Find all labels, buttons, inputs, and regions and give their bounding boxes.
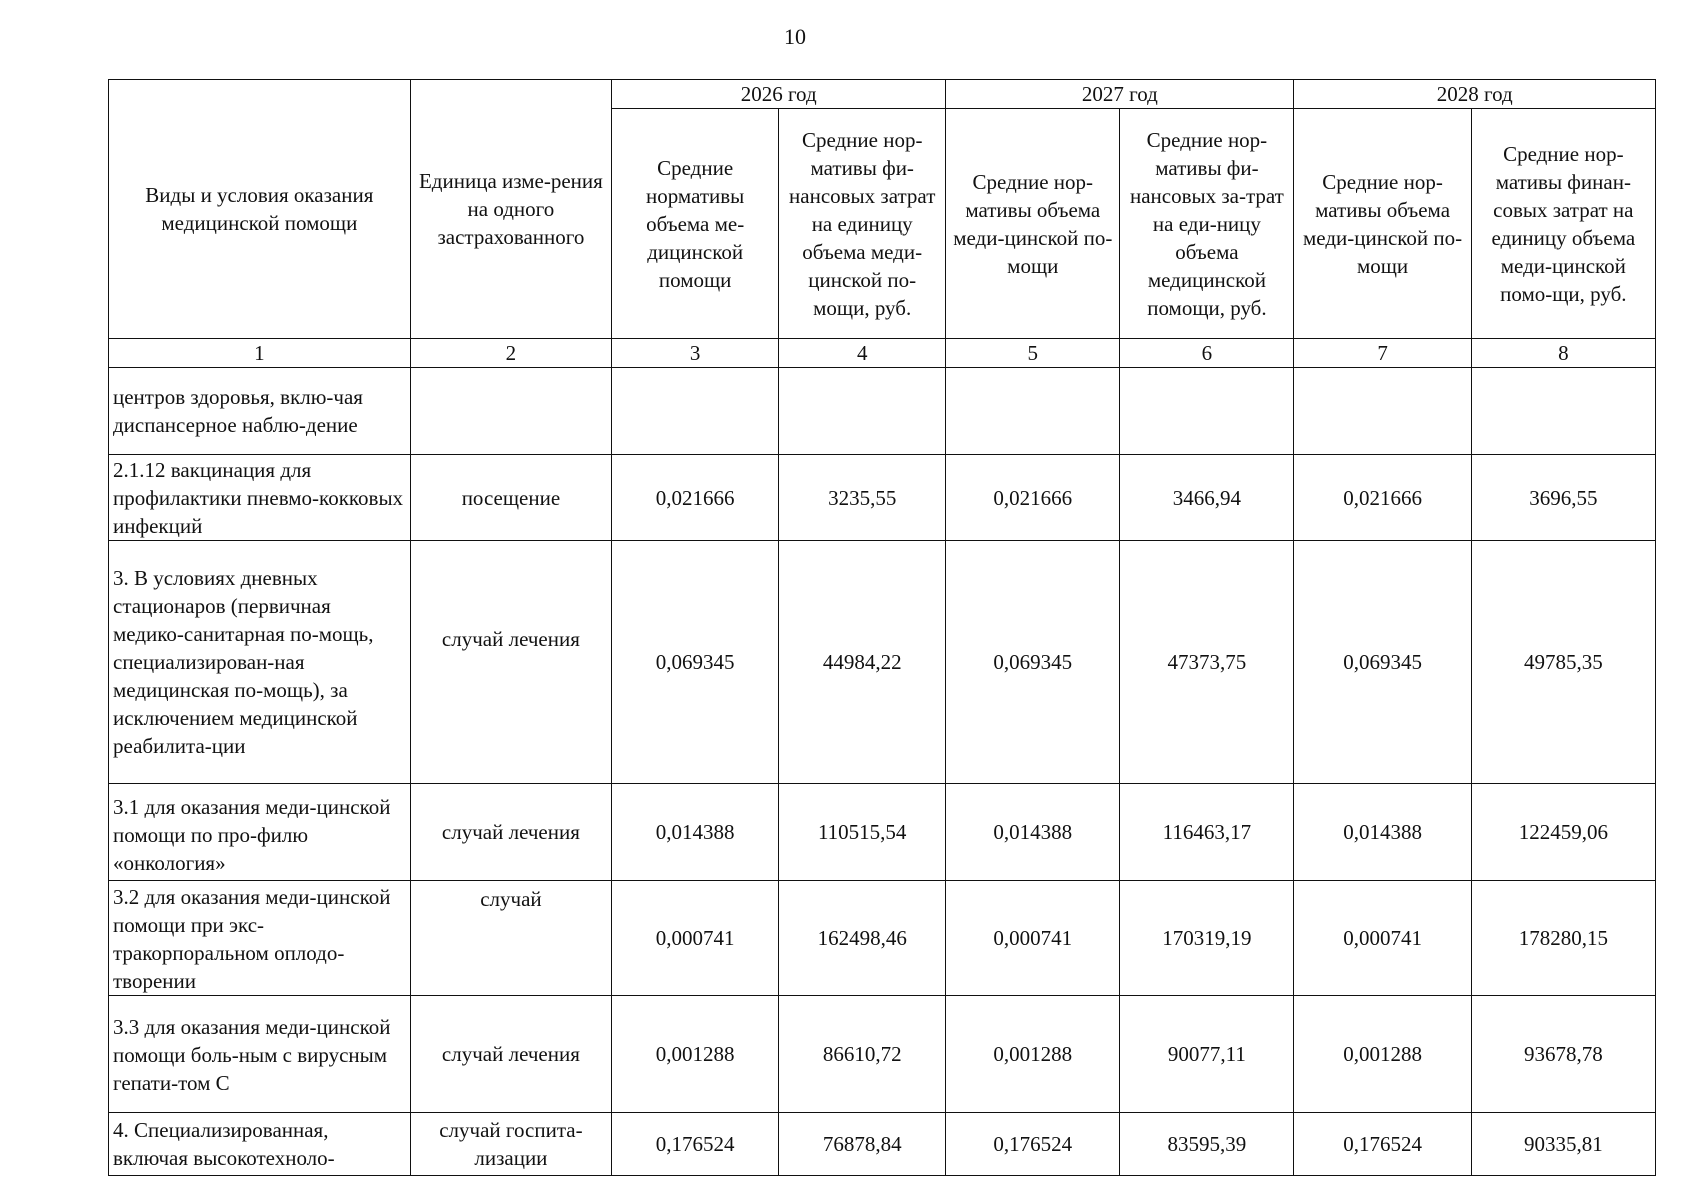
table-row bbox=[109, 455, 1656, 541]
row-unit: случай bbox=[410, 881, 611, 996]
header-year-2027: 2027 год bbox=[946, 80, 1294, 109]
row-value: 44984,22 bbox=[779, 541, 946, 784]
table-row bbox=[109, 541, 1656, 784]
row-value: 90335,81 bbox=[1471, 1113, 1655, 1176]
row-value: 0,021666 bbox=[1294, 455, 1471, 541]
header-cost-2028: Средние нор-мативы финан-совых затрат на единицу объема меди-цинской помо-щи, руб. bbox=[1471, 109, 1655, 339]
row-unit: случай лечения bbox=[410, 541, 611, 784]
row-value: 0,000741 bbox=[612, 881, 779, 996]
norms-table bbox=[108, 79, 1656, 1176]
row-value: 83595,39 bbox=[1120, 1113, 1294, 1176]
row-value: 0,021666 bbox=[612, 455, 779, 541]
row-unit: случай лечения bbox=[410, 996, 611, 1113]
row-value: 0,014388 bbox=[946, 784, 1120, 881]
row-value: 0,000741 bbox=[1294, 881, 1471, 996]
row-value: 49785,35 bbox=[1471, 541, 1655, 784]
row-kind: 3.1 для оказания меди-цинской помощи по про-филю «онкология» bbox=[109, 784, 411, 881]
row-value: 0,014388 bbox=[612, 784, 779, 881]
column-numbers-row bbox=[109, 339, 1656, 368]
header-unit: Единица изме-рения на одного застрахованного bbox=[410, 80, 611, 339]
row-value: 0,176524 bbox=[612, 1113, 779, 1176]
column-number: 5 bbox=[946, 339, 1120, 368]
header-cost-2026: Средние нор-мативы фи-нансовых затрат на единицу объема меди-цинской по-мощи, руб. bbox=[779, 109, 946, 339]
header-year-2026: 2026 год bbox=[612, 80, 946, 109]
row-value: 162498,46 bbox=[779, 881, 946, 996]
row-kind: 4. Специализированная, включая высокотехноло- bbox=[109, 1113, 411, 1176]
row-value: 0,000741 bbox=[946, 881, 1120, 996]
column-number: 6 bbox=[1120, 339, 1294, 368]
row-kind: 3.3 для оказания меди-цинской помощи боль-ным с вирусным гепати-том С bbox=[109, 996, 411, 1113]
table-row bbox=[109, 996, 1656, 1113]
row-value bbox=[612, 368, 779, 455]
row-value bbox=[1120, 368, 1294, 455]
row-value: 0,069345 bbox=[612, 541, 779, 784]
row-value: 0,176524 bbox=[1294, 1113, 1471, 1176]
column-number: 8 bbox=[1471, 339, 1655, 368]
row-value: 93678,78 bbox=[1471, 996, 1655, 1113]
column-number: 1 bbox=[109, 339, 411, 368]
row-value: 0,176524 bbox=[946, 1113, 1120, 1176]
row-value: 178280,15 bbox=[1471, 881, 1655, 996]
table-row bbox=[109, 368, 1656, 455]
page-number: 10 bbox=[784, 24, 806, 49]
row-value: 76878,84 bbox=[779, 1113, 946, 1176]
row-kind: 3. В условиях дневных стационаров (первичная медико-санитарная по-мощь, специализирован-ная медицинская по-мощь), за исключением медицинской реабилита-ции bbox=[109, 541, 411, 784]
row-kind: 3.2 для оказания меди-цинской помощи при экс-тракорпоральном оплодо-творении bbox=[109, 881, 411, 996]
row-value: 3466,94 bbox=[1120, 455, 1294, 541]
row-kind: 2.1.12 вакцинация для профилактики пневмо-кокковых инфекций bbox=[109, 455, 411, 541]
row-value bbox=[946, 368, 1120, 455]
row-value bbox=[1471, 368, 1655, 455]
table-row bbox=[109, 881, 1656, 996]
row-value: 0,069345 bbox=[946, 541, 1120, 784]
header-volume-2028: Средние нор-мативы объема меди-цинской по-мощи bbox=[1294, 109, 1471, 339]
row-unit: случай лечения bbox=[410, 784, 611, 881]
column-number: 3 bbox=[612, 339, 779, 368]
table-row bbox=[109, 784, 1656, 881]
column-number: 4 bbox=[779, 339, 946, 368]
header-volume-2027: Средние нор-мативы объема меди-цинской по-мощи bbox=[946, 109, 1120, 339]
row-value: 110515,54 bbox=[779, 784, 946, 881]
row-value: 0,014388 bbox=[1294, 784, 1471, 881]
row-value: 0,069345 bbox=[1294, 541, 1471, 784]
row-value: 0,001288 bbox=[1294, 996, 1471, 1113]
row-value: 0,001288 bbox=[612, 996, 779, 1113]
column-number: 2 bbox=[410, 339, 611, 368]
row-value: 3696,55 bbox=[1471, 455, 1655, 541]
row-value bbox=[779, 368, 946, 455]
row-value: 0,001288 bbox=[946, 996, 1120, 1113]
row-value: 116463,17 bbox=[1120, 784, 1294, 881]
row-value: 170319,19 bbox=[1120, 881, 1294, 996]
row-kind: центров здоровья, вклю-чая диспансерное наблю-дение bbox=[109, 368, 411, 455]
row-value: 47373,75 bbox=[1120, 541, 1294, 784]
row-unit bbox=[410, 368, 611, 455]
row-value: 3235,55 bbox=[779, 455, 946, 541]
row-value bbox=[1294, 368, 1471, 455]
column-number: 7 bbox=[1294, 339, 1471, 368]
row-value: 122459,06 bbox=[1471, 784, 1655, 881]
header-kind: Виды и условия оказания медицинской помощи bbox=[109, 80, 411, 339]
row-value: 0,021666 bbox=[946, 455, 1120, 541]
table-row bbox=[109, 1113, 1656, 1176]
row-value: 90077,11 bbox=[1120, 996, 1294, 1113]
header-cost-2027: Средние нор-мативы фи-нансовых за-трат на еди-ницу объема медицинской помощи, руб. bbox=[1120, 109, 1294, 339]
header-year-2028: 2028 год bbox=[1294, 80, 1656, 109]
header-volume-2026: Средние нормативы объема ме-дицинской помощи bbox=[612, 109, 779, 339]
row-unit: случай госпита-лизации bbox=[410, 1113, 611, 1176]
row-unit: посещение bbox=[410, 455, 611, 541]
row-value: 86610,72 bbox=[779, 996, 946, 1113]
